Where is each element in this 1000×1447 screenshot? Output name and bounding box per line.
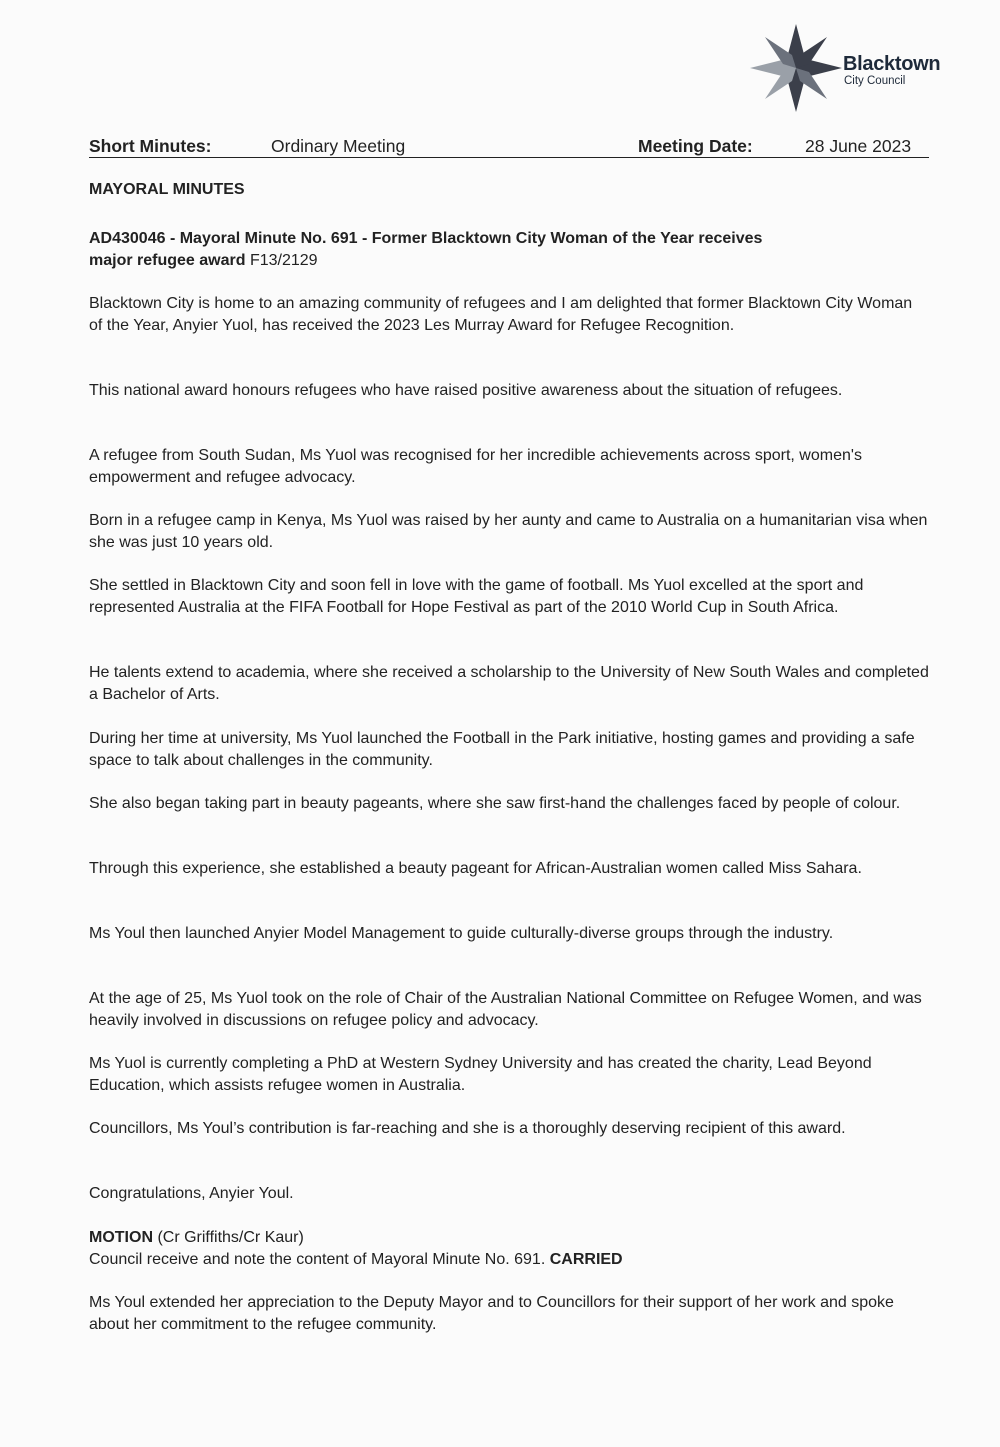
item-title-line2: major refugee award [89,252,246,269]
blacktown-city-council-logo [748,22,958,114]
motion-movers: (Cr Griffiths/Cr Kaur) [153,1229,304,1246]
section-title: MAYORAL MINUTES [89,181,245,198]
paragraph: During her time at university, Ms Yuol launched the Football in the Park initiative, hosting games and providing a safe space to talk about challenges in the community. [89,730,915,769]
meeting-date-label: Meeting Date: [638,136,753,156]
paragraph: Blacktown City is home to an amazing community of refugees and I am delighted that former Blacktown City Woman of the Year, Anyier Yuol, has received the 2023 Les Murray Award for Refugee Recognition. [89,295,913,334]
file-reference: F13/2129 [245,252,318,269]
paragraph: He talents extend to academia, where she received a scholarship to the University of New South Wales and completed a Bachelor of Arts. [89,664,929,703]
logo-name: Blacktown [843,53,941,75]
paragraph: She also began taking part in beauty pageants, where she saw first-hand the challenges faced by people of colour. [89,795,901,812]
closing-paragraph: Ms Youl extended her appreciation to the Deputy Mayor and to Councillors for their support of her work and spoke about her commitment to the refugee community. [89,1294,894,1333]
paragraph: Born in a refugee camp in Kenya, Ms Yuol was raised by her aunty and came to Australia on a humanitarian visa when she was just 10 years old. [89,512,928,551]
meeting-date: 28 June 2023 [805,136,912,156]
paragraph: She settled in Blacktown City and soon fell in love with the game of football. Ms Yuol excelled at the sport and represented Australia at the FIFA Football for Hope Festival as part of the 2010 World Cup in South Africa. [89,577,864,616]
item-title-line1: AD430046 - Mayoral Minute No. 691 - Former Blacktown City Woman of the Year receives [89,230,763,247]
logo-subname: City Council [844,75,906,87]
paragraph: At the age of 25, Ms Yuol took on the role of Chair of the Australian National Committee on Refugee Women, and was heavily involved in discussions on refugee policy and advocacy. [89,990,922,1029]
meeting-type: Ordinary Meeting [271,136,406,156]
paragraph: This national award honours refugees who have raised positive awareness about the situation of refugees. [89,382,843,399]
star-emblem-icon [748,22,844,114]
motion-result: CARRIED [549,1251,623,1268]
paragraph: Councillors, Ms Youl’s contribution is far-reaching and she is a thoroughly deserving recipient of this award. [89,1120,846,1137]
paragraph: A refugee from South Sudan, Ms Yuol was recognised for her incredible achievements across sport, women's empowerment and refugee advocacy. [89,447,862,486]
paragraph: Through this experience, she established a beauty pageant for African-Australian women called Miss Sahara. [89,860,862,877]
minutes-header [89,136,929,160]
header-underline [89,157,929,158]
motion-label: MOTION [89,1229,153,1246]
motion-text: Council receive and note the content of Mayoral Minute No. 691. [89,1251,550,1268]
paragraph: Congratulations, Anyier Youl. [89,1185,294,1202]
item-title [89,228,929,272]
paragraph: Ms Youl then launched Anyier Model Management to guide culturally-diverse groups through the industry. [89,925,834,942]
motion [89,1227,929,1271]
paragraph: Ms Yuol is currently completing a PhD at Western Sydney University and has created the charity, Lead Beyond Education, which assists refugee women in Australia. [89,1055,872,1094]
short-minutes-label: Short Minutes: [89,136,212,156]
